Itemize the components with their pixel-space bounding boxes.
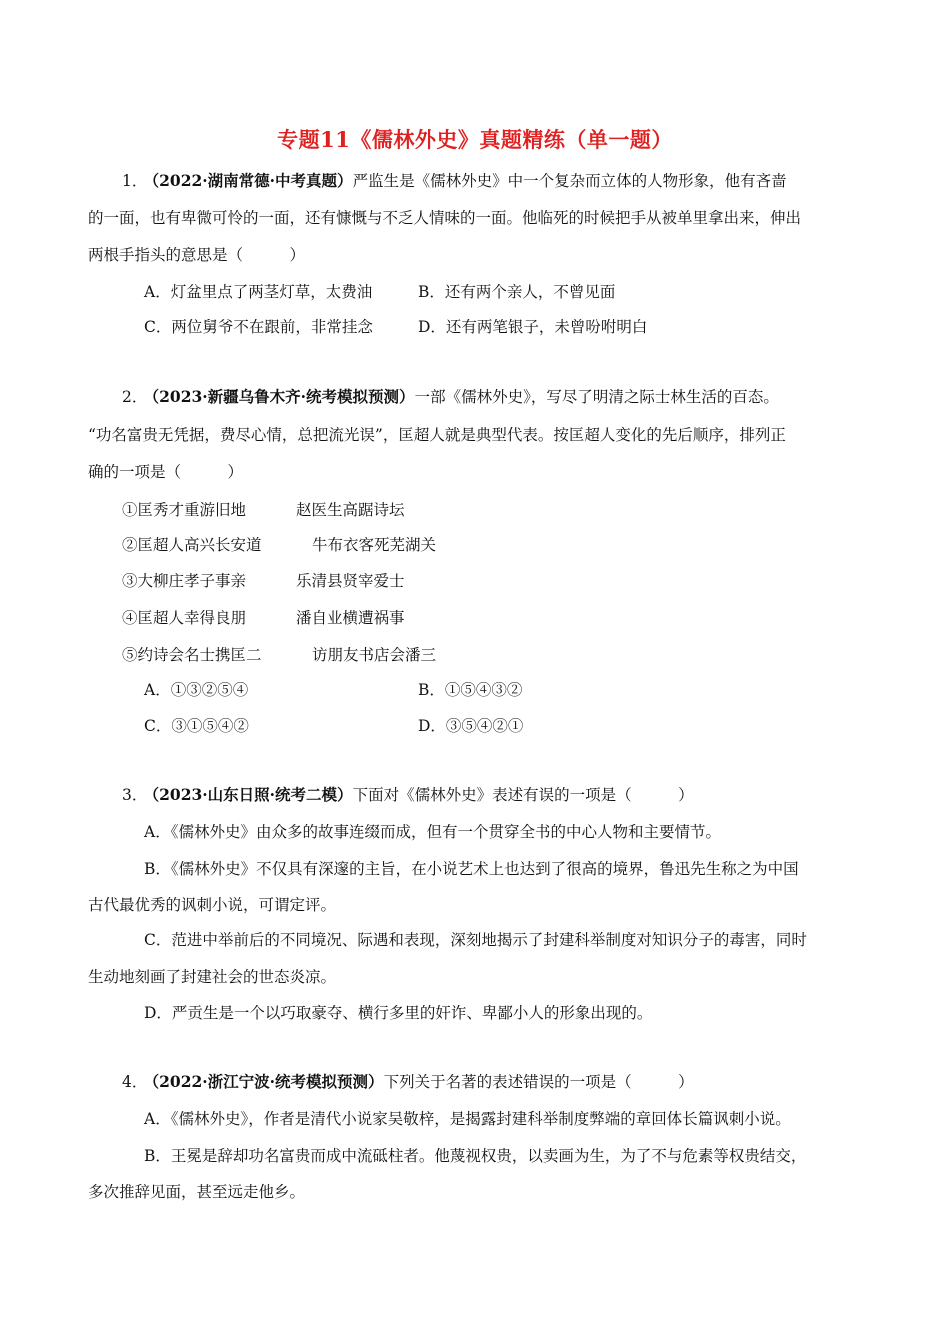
question-source: （2023·山东日照·统考二模） (151, 785, 353, 804)
question-stem: 一部《儒林外史》，写尽了明清之际士林生活的百态。 (414, 388, 779, 406)
option-a: A．灯盆里点了两茎灯草，太费油 (144, 283, 373, 301)
chapter-item-4: ④匡超人幸得良朋 潘自业横遭祸事 (122, 609, 405, 627)
question-stem-line: 两根手指头的意思是（ ） (88, 246, 306, 264)
option-b: B．还有两个亲人，不曾见面 (418, 283, 616, 301)
chapter-item-2: ②匡超人高兴长安道 牛布衣客死芜湖关 (122, 536, 437, 554)
question-stem: 下列关于名著的表述错误的一项是（ ） (383, 1073, 694, 1091)
question-2-first-line (122, 387, 779, 407)
question-number: 3． (122, 786, 148, 804)
question-stem-line: “功名富贵无凭据，费尽心情，总把流光误”，匡超人就是典型代表。按匡超人变化的先后顺序，排列正 (88, 426, 786, 444)
question-stem-line: 确的一项是（ ） (88, 463, 244, 481)
page-title: 专题11《儒林外史》真题精练（单一题） (277, 127, 673, 152)
chapter-item-3: ③大柳庄孝子事亲 乐清县贤宰爱士 (122, 572, 405, 590)
question-source: （2022·湖南常德·中考真题） (151, 171, 353, 190)
question-stem: 下面对《儒林外史》表述有误的一项是（ ） (352, 786, 694, 804)
option-b: B．《儒林外史》不仅具有深邃的主旨，在小说艺术上也达到了很高的境界，鲁迅先生称之为中国 (144, 860, 799, 878)
option-c: C．范进中举前后的不同境况、际遇和表现，深刻地揭示了封建科举制度对知识分子的毒害，同时 (144, 931, 807, 949)
option-a: A．《儒林外史》由众多的故事连缀而成，但有一个贯穿全书的中心人物和主要情节。 (144, 823, 721, 841)
option-d: D．严贡生是一个以巧取豪夺、横行多里的奸诈、卑鄙小人的形象出现的。 (144, 1004, 653, 1022)
option-a: A．《儒林外史》，作者是清代小说家吴敬梓，是揭露封建科举制度弊端的章回体长篇讽刺小说。 (144, 1110, 791, 1128)
question-stem-line: 的一面，也有卑微可怜的一面，还有慷慨与不乏人情味的一面。他临死的时候把手从被单里拿出来，伸出 (88, 209, 802, 227)
question-stem: 严监生是《儒林外史》中一个复杂而立体的人物形象，他有吝啬 (352, 172, 787, 190)
question-3-first-line (122, 785, 694, 805)
option-b-cont: 古代最优秀的讽刺小说，可谓定评。 (88, 896, 337, 914)
option-c: C．两位舅爷不在跟前，非常挂念 (144, 318, 373, 336)
option-c: C．③①⑤④② (144, 717, 249, 735)
option-c-cont: 生动地刻画了封建社会的世态炎凉。 (88, 968, 337, 986)
option-a: A．①③②⑤④ (144, 681, 249, 699)
option-d: D．③⑤④②① (418, 717, 524, 735)
option-b: B．①⑤④③② (418, 681, 523, 699)
option-b-cont: 多次推辞见面，甚至远走他乡。 (88, 1183, 306, 1201)
question-number: 1． (122, 172, 148, 190)
question-number: 2． (122, 388, 148, 406)
question-source: （2023·新疆乌鲁木齐·统考模拟预测） (151, 387, 415, 406)
option-b: B．王冕是辞却功名富贵而成中流砥柱者。他蔑视权贵，以卖画为生，为了不与危素等权贵结交， (144, 1147, 807, 1165)
question-1-first-line (122, 171, 787, 191)
question-4-first-line (122, 1072, 694, 1092)
question-source: （2022·浙江宁波·统考模拟预测） (151, 1072, 384, 1091)
chapter-item-5: ⑤约诗会名士携匡二 访朋友书店会潘三 (122, 646, 437, 664)
question-number: 4． (122, 1073, 148, 1091)
option-d: D．还有两笔银子，未曾吩咐明白 (418, 318, 648, 336)
chapter-item-1: ①匡秀才重游旧地 赵医生高踞诗坛 (122, 501, 405, 519)
